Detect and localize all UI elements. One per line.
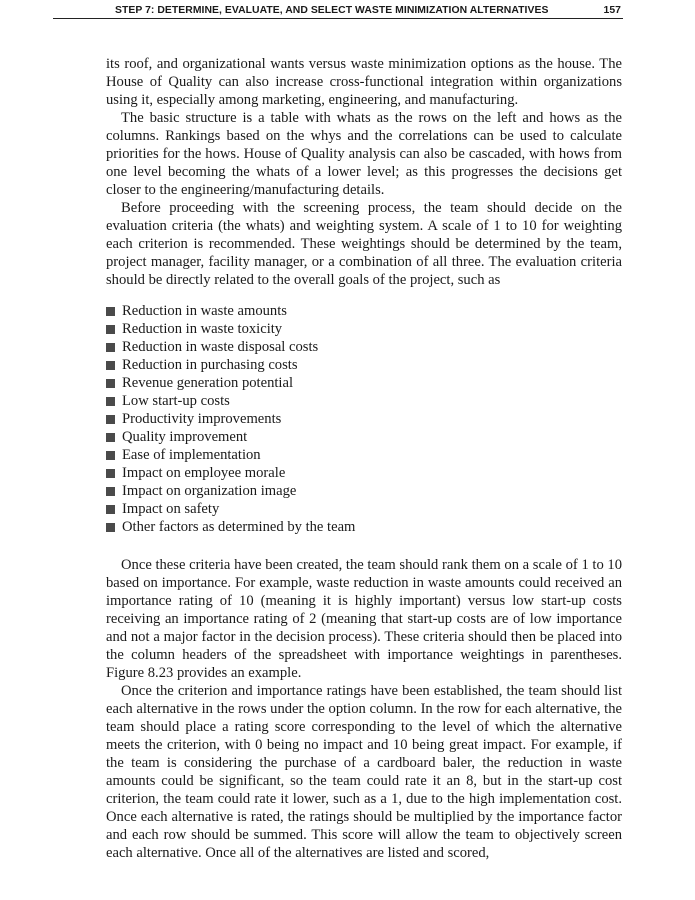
- square-bullet-icon: [106, 325, 115, 334]
- list-item-text: Impact on employee morale: [122, 465, 286, 481]
- page-number: 157: [603, 5, 621, 16]
- square-bullet-icon: [106, 361, 115, 370]
- list-item-text: Productivity improvements: [122, 411, 282, 427]
- list-item-text: Revenue generation potential: [122, 375, 294, 391]
- list-item: [106, 446, 622, 464]
- list-item-text: Other factors as determined by the team: [122, 519, 356, 535]
- list-item: [106, 410, 622, 428]
- square-bullet-icon: [106, 469, 115, 478]
- body-paragraph: Before proceeding with the screening process, the team should decide on the evaluation criteria (the whats) and weighting system. A scale of 1 to 10 for weighting each criterion is recommended. These weightings should be determined by the team, project manager, facility manager, or a combination of all three. The evaluation criteria should be directly related to the overall goals of the project, such as: [106, 200, 622, 288]
- list-item: [106, 338, 622, 356]
- body-paragraph: Once these criteria have been created, the team should rank them on a scale of 1 to 10 based on importance. For example, waste reduction in waste amounts could received an importance rating of 10 (meaning it is highly important) versus low start-up costs receiving an importance rating of 2 (meaning that start-up costs are of low importance and not a major factor in the decision process). These criteria should then be placed into the column headers of the spreadsheet with importance weightings in parentheses. Figure 8.23 provides an example.: [106, 557, 622, 681]
- evaluation-criteria-list: [106, 302, 622, 536]
- list-item-text: Quality improvement: [122, 429, 248, 445]
- square-bullet-icon: [106, 487, 115, 496]
- square-bullet-icon: [106, 307, 115, 316]
- square-bullet-icon: [106, 523, 115, 532]
- list-item-text: Impact on safety: [122, 501, 220, 517]
- body-paragraph: its roof, and organizational wants versus waste minimization options as the house. The House of Quality can also increase cross-functional integration within organizations using it, especially among marketing, engineering, and manufacturing.: [106, 56, 622, 108]
- list-item: [106, 374, 622, 392]
- list-item-text: Reduction in waste amounts: [122, 303, 287, 319]
- body-paragraph: Once the criterion and importance ratings have been established, the team should list each alternative in the rows under the option column. In the row for each alternative, the team should place a rating score corresponding to the level of which the alternative meets the criterion, with 0 being no impact and 10 being great impact. For example, if the team is considering the purchase of a cardboard baler, the reduction in waste amounts could be significant, so the team could rate it an 8, but in the start-up cost criterion, the team could rate it lower, such as a 1, due to the high implementation cost. Once each alternative is rated, the ratings should be multiplied by the importance factor and each row should be summed. This score will allow the team to objectively screen each alternative. Once all of the alternatives are listed and scored,: [106, 683, 622, 861]
- square-bullet-icon: [106, 415, 115, 424]
- body-paragraph: The basic structure is a table with whats as the rows on the left and hows as the columns. Rankings based on the whys and the correlations can be used to calculate priorities for the hows. House of Quality analysis can also be cascaded, with hows from one level becoming the whats of a lower level; as this progresses the decisions get closer to the engineering/manufacturing details.: [106, 110, 622, 198]
- square-bullet-icon: [106, 343, 115, 352]
- list-item: [106, 302, 622, 320]
- page-body: [106, 55, 622, 862]
- running-head: [53, 4, 623, 19]
- square-bullet-icon: [106, 451, 115, 460]
- list-item: [106, 518, 622, 536]
- square-bullet-icon: [106, 433, 115, 442]
- square-bullet-icon: [106, 505, 115, 514]
- list-item-text: Reduction in waste toxicity: [122, 321, 283, 337]
- square-bullet-icon: [106, 397, 115, 406]
- list-item: [106, 428, 622, 446]
- list-item-text: Reduction in waste disposal costs: [122, 339, 319, 355]
- list-item: [106, 320, 622, 338]
- list-item: [106, 356, 622, 374]
- list-item-text: Ease of implementation: [122, 447, 261, 463]
- square-bullet-icon: [106, 379, 115, 388]
- list-item-text: Low start-up costs: [122, 393, 230, 409]
- list-item: [106, 464, 622, 482]
- list-item-text: Impact on organization image: [122, 483, 297, 499]
- list-item: [106, 392, 622, 410]
- list-item: [106, 500, 622, 518]
- running-head-title: STEP 7: DETERMINE, EVALUATE, AND SELECT WASTE MINIMIZATION ALTERNATIVES: [115, 5, 549, 16]
- list-item-text: Reduction in purchasing costs: [122, 357, 298, 373]
- list-item: [106, 482, 622, 500]
